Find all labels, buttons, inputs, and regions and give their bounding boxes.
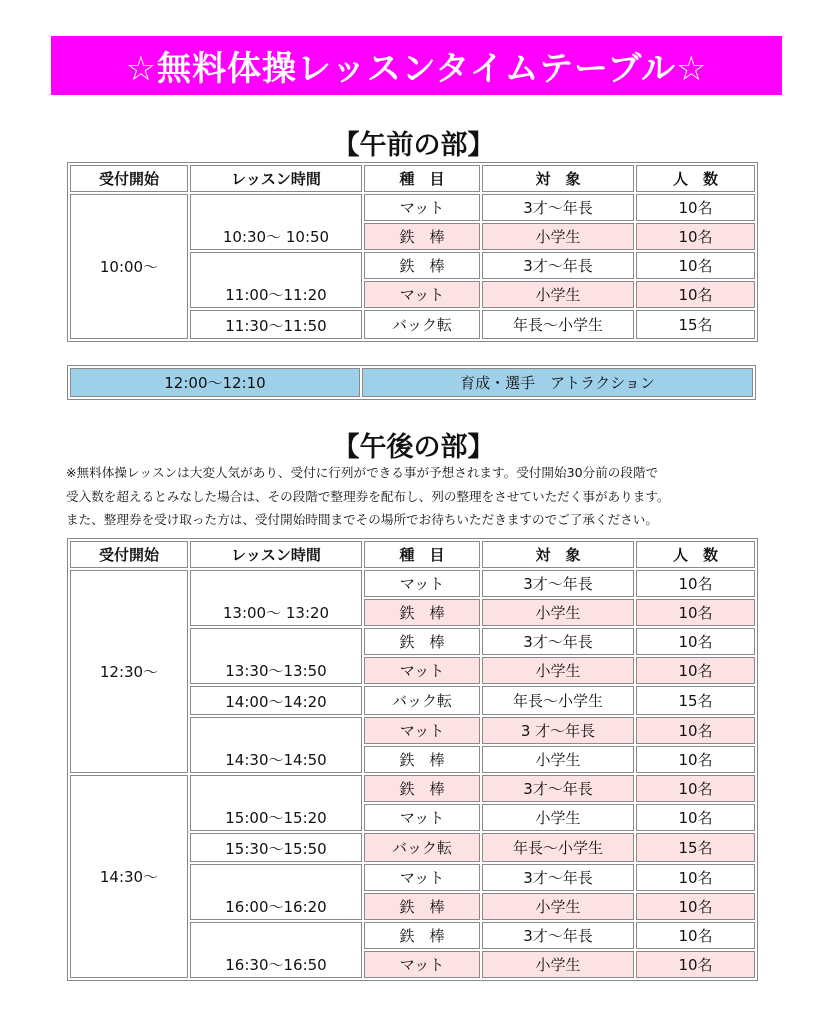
cell-count: 10名 [636,599,755,626]
morning-heading: 【午前の部】 [332,130,495,161]
cell-target: 年長〜小学生 [482,310,634,339]
cell-target: 3才〜年長 [482,252,634,279]
column-header: 人 数 [636,165,755,192]
column-header: 種 目 [364,541,480,568]
cell-count: 10名 [636,804,755,831]
table-header-row [70,541,755,568]
lesson-time: 13:30〜13:50 [190,628,362,684]
cell-target: 年長〜小学生 [482,833,634,862]
attraction-label: 育成・選手 アトラクション [362,368,753,397]
notice-line: ※無料体操レッスンは大変人気があり、受付に行列ができる事が予想されます。受付開始30分前の段階で [66,465,659,480]
cell-event: 鉄 棒 [364,628,480,655]
cell-count: 10名 [636,628,755,655]
cell-event: マット [364,804,480,831]
cell-target: 年長〜小学生 [482,686,634,715]
lesson-time: 11:00〜11:20 [190,252,362,308]
cell-count: 10名 [636,951,755,978]
cell-event: 鉄 棒 [364,223,480,250]
cell-event: マット [364,717,480,744]
column-header: 種 目 [364,165,480,192]
column-header: 受付開始 [70,165,188,192]
table-row [70,194,755,221]
cell-target: 3才〜年長 [482,194,634,221]
cell-target: 小学生 [482,746,634,773]
cell-event: 鉄 棒 [364,922,480,949]
attraction-time: 12:00〜12:10 [70,368,360,397]
reception-time: 12:30〜 [70,570,188,773]
cell-count: 10名 [636,281,755,308]
cell-count: 15名 [636,686,755,715]
table-header-row [70,165,755,192]
table-row [70,775,755,802]
lesson-time: 14:30〜14:50 [190,717,362,773]
column-header: レッスン時間 [190,165,362,192]
morning-timetable [67,162,758,342]
cell-target: 3才〜年長 [482,922,634,949]
afternoon-timetable [67,538,758,981]
cell-target: 3才〜年長 [482,570,634,597]
column-header: 対 象 [482,165,634,192]
cell-event: マット [364,570,480,597]
cell-count: 10名 [636,252,755,279]
column-header: 受付開始 [70,541,188,568]
cell-event: 鉄 棒 [364,599,480,626]
notice-line: 受入数を超えるとみなした場合は、その段階で整理券を配布し、列の整理をさせていただく事があります。 [66,488,670,504]
reception-time: 14:30〜 [70,775,188,978]
cell-target: 小学生 [482,657,634,684]
lesson-time: 15:30〜15:50 [190,833,362,862]
table-row [70,368,753,397]
cell-event: バック転 [364,686,480,715]
cell-event: バック転 [364,310,480,339]
cell-target: 小学生 [482,599,634,626]
cell-count: 10名 [636,922,755,949]
break-attraction-bar [67,365,756,400]
cell-event: 鉄 棒 [364,893,480,920]
lesson-time: 10:30〜 10:50 [190,194,362,250]
cell-target: 小学生 [482,223,634,250]
cell-target: 3才〜年長 [482,628,634,655]
notice-line: また、整理券を受け取った方は、受付開始時間までその場所でお待ちいただきますのでご了承ください。 [66,512,658,527]
cell-count: 15名 [636,310,755,339]
page-title-banner: ☆無料体操レッスンタイムテーブル☆ [51,36,782,95]
lesson-time: 13:00〜 13:20 [190,570,362,626]
cell-target: 3才〜年長 [482,775,634,802]
cell-event: マット [364,864,480,891]
cell-count: 10名 [636,746,755,773]
column-header: 人 数 [636,541,755,568]
cell-count: 10名 [636,893,755,920]
cell-count: 10名 [636,194,755,221]
table-row [70,570,755,597]
cell-count: 10名 [636,864,755,891]
cell-target: 3 才〜年長 [482,717,634,744]
afternoon-heading: 【午後の部】 [332,432,495,463]
cell-event: バック転 [364,833,480,862]
cell-target: 小学生 [482,951,634,978]
cell-count: 10名 [636,570,755,597]
column-header: レッスン時間 [190,541,362,568]
cell-target: 小学生 [482,893,634,920]
cell-count: 15名 [636,833,755,862]
cell-count: 10名 [636,775,755,802]
lesson-time: 16:30〜16:50 [190,922,362,978]
lesson-time: 15:00〜15:20 [190,775,362,831]
column-header: 対 象 [482,541,634,568]
cell-count: 10名 [636,223,755,250]
cell-event: 鉄 棒 [364,252,480,279]
cell-target: 3才〜年長 [482,864,634,891]
reception-time: 10:00〜 [70,194,188,339]
cell-count: 10名 [636,657,755,684]
lesson-time: 16:00〜16:20 [190,864,362,920]
cell-event: 鉄 棒 [364,746,480,773]
cell-event: マット [364,281,480,308]
cell-target: 小学生 [482,281,634,308]
lesson-time: 11:30〜11:50 [190,310,362,339]
lesson-time: 14:00〜14:20 [190,686,362,715]
cell-event: マット [364,951,480,978]
afternoon-notice [66,461,786,532]
cell-event: 鉄 棒 [364,775,480,802]
cell-target: 小学生 [482,804,634,831]
cell-event: マット [364,194,480,221]
cell-event: マット [364,657,480,684]
cell-count: 10名 [636,717,755,744]
